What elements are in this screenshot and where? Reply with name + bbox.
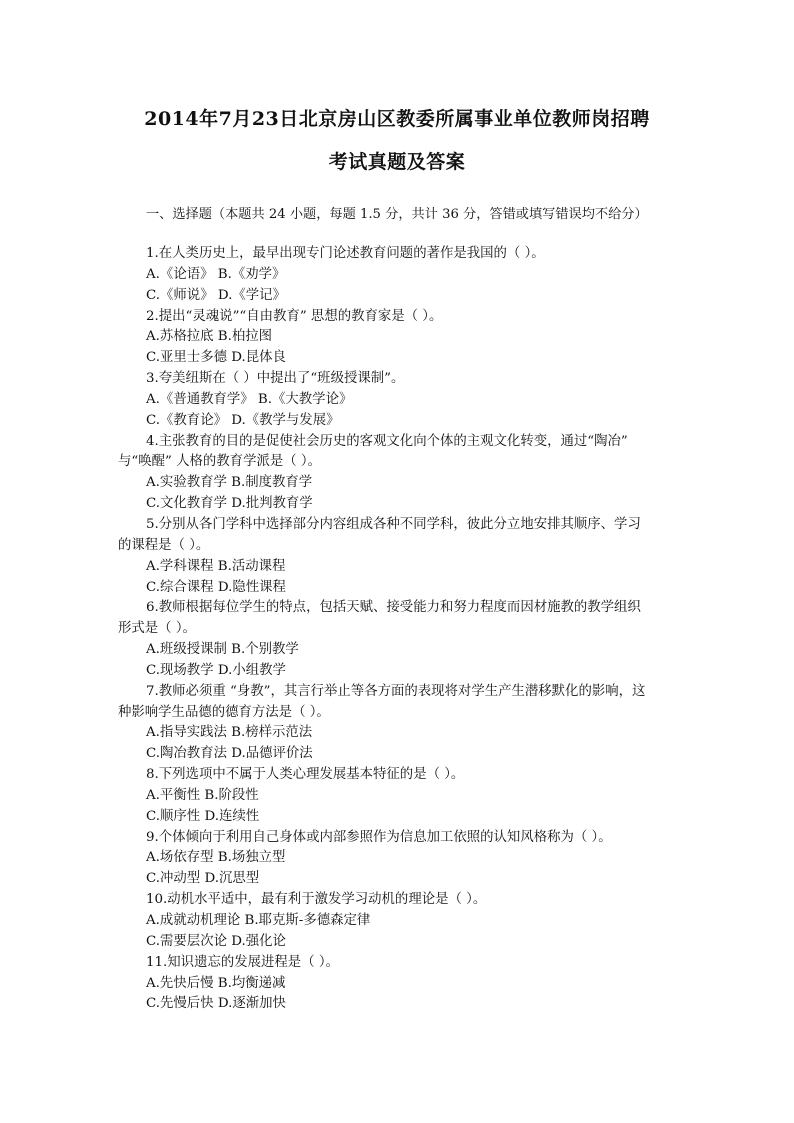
question-4-options-cd: C.文化教育学 D.批判教育学 bbox=[146, 496, 313, 512]
question-6-options-cd: C.现场教学 D.小组教学 bbox=[146, 662, 286, 678]
question-11-options-cd: C.先慢后快 D.逐渐加快 bbox=[146, 996, 286, 1012]
question-5-options-ab: A.学科课程 B.活动课程 bbox=[146, 558, 286, 574]
question-1-options-ab: A.《论语》 B.《劝学》 bbox=[146, 266, 286, 282]
question-2: 2.提出“灵魂说”“自由教育” 思想的教育家是（ ）。 bbox=[146, 308, 443, 324]
question-5: 5.分别从各门学科中选择部分内容组成各种不同学科，彼此分立地安排其顺序、学习 bbox=[146, 516, 641, 532]
question-9-options-cd: C.冲动型 D.沉思型 bbox=[146, 871, 260, 887]
question-7-options-cd: C.陶冶教育法 D.品德评价法 bbox=[146, 746, 313, 762]
document-title-line-1: 2014年7月23日北京房山区教委所属事业单位教师岗招聘 bbox=[144, 108, 650, 130]
question-3-options-ab: A.《普通教育学》 B.《大教学论》 bbox=[146, 391, 353, 407]
question-2-options-ab: A.苏格拉底 B.柏拉图 bbox=[146, 329, 273, 345]
section-header: 一、选择题（本题共 24 小题，每题 1.5 分，共计 36 分，答错或填写错误均不给分） bbox=[146, 207, 648, 222]
question-8: 8.下列选项中不属于人类心理发展基本特征的是（ ）。 bbox=[146, 767, 465, 783]
question-8-options-ab: A.平衡性 B.阶段性 bbox=[146, 787, 259, 803]
question-list bbox=[118, 244, 678, 1015]
question-1-options-cd: C.《师说》 D.《学记》 bbox=[146, 287, 286, 303]
question-3-options-cd: C.《教育论》 D.《教学与发展》 bbox=[146, 412, 340, 428]
document-title-line-2: 考试真题及答案 bbox=[328, 151, 466, 173]
question-9-options-ab: A.场依存型 B.场独立型 bbox=[146, 850, 286, 866]
question-7: 7.教师必须重 “身教”，其言行举止等各方面的表现将对学生产生潜移默化的影响，这 bbox=[146, 683, 646, 699]
question-10: 10.动机水平适中，最有利于激发学习动机的理论是（ ）。 bbox=[146, 892, 487, 908]
question-3: 3.夸美纽斯在（ ）中提出了“班级授课制”。 bbox=[146, 371, 405, 387]
question-11: 11.知识遗忘的发展进程是（ ）。 bbox=[146, 954, 339, 970]
question-7-continuation: 种影响学生品德的德育方法是（ ）。 bbox=[118, 704, 330, 720]
question-7-options-ab: A.指导实践法 B.榜样示范法 bbox=[146, 725, 313, 741]
question-6: 6.教师根据每位学生的特点，包括天赋、接受能力和努力程度而因材施教的教学组织 bbox=[146, 600, 641, 616]
question-4: 4.主张教育的目的是促使社会历史的客观文化向个体的主观文化转变，通过“陶冶” bbox=[146, 433, 628, 449]
question-5-options-cd: C.综合课程 D.隐性课程 bbox=[146, 579, 286, 595]
question-9: 9.个体倾向于利用自己身体或内部参照作为信息加工依照的认知风格称为（ ）。 bbox=[146, 829, 612, 845]
question-6-continuation: 形式是（ ）。 bbox=[118, 621, 196, 637]
question-6-options-ab: A.班级授课制 B.个别教学 bbox=[146, 642, 299, 658]
question-5-continuation: 的课程是（ ）。 bbox=[118, 537, 210, 553]
question-10-options-ab: A.成就动机理论 B.耶克斯-多德森定律 bbox=[146, 913, 371, 928]
question-2-options-cd: C.亚里士多德 D.昆体良 bbox=[146, 350, 286, 366]
question-4-continuation: 与“唤醒” 人格的教育学派是（ ）。 bbox=[118, 454, 321, 470]
question-1: 1.在人类历史上，最早出现专门论述教育问题的著作是我国的（ ）。 bbox=[146, 246, 545, 261]
question-11-options-ab: A.先快后慢 B.均衡递减 bbox=[146, 975, 286, 991]
question-10-options-cd: C.需要层次论 D.强化论 bbox=[146, 933, 286, 949]
question-8-options-cd: C.顺序性 D.连续性 bbox=[146, 808, 260, 824]
question-4-options-ab: A.实验教育学 B.制度教育学 bbox=[146, 475, 313, 491]
